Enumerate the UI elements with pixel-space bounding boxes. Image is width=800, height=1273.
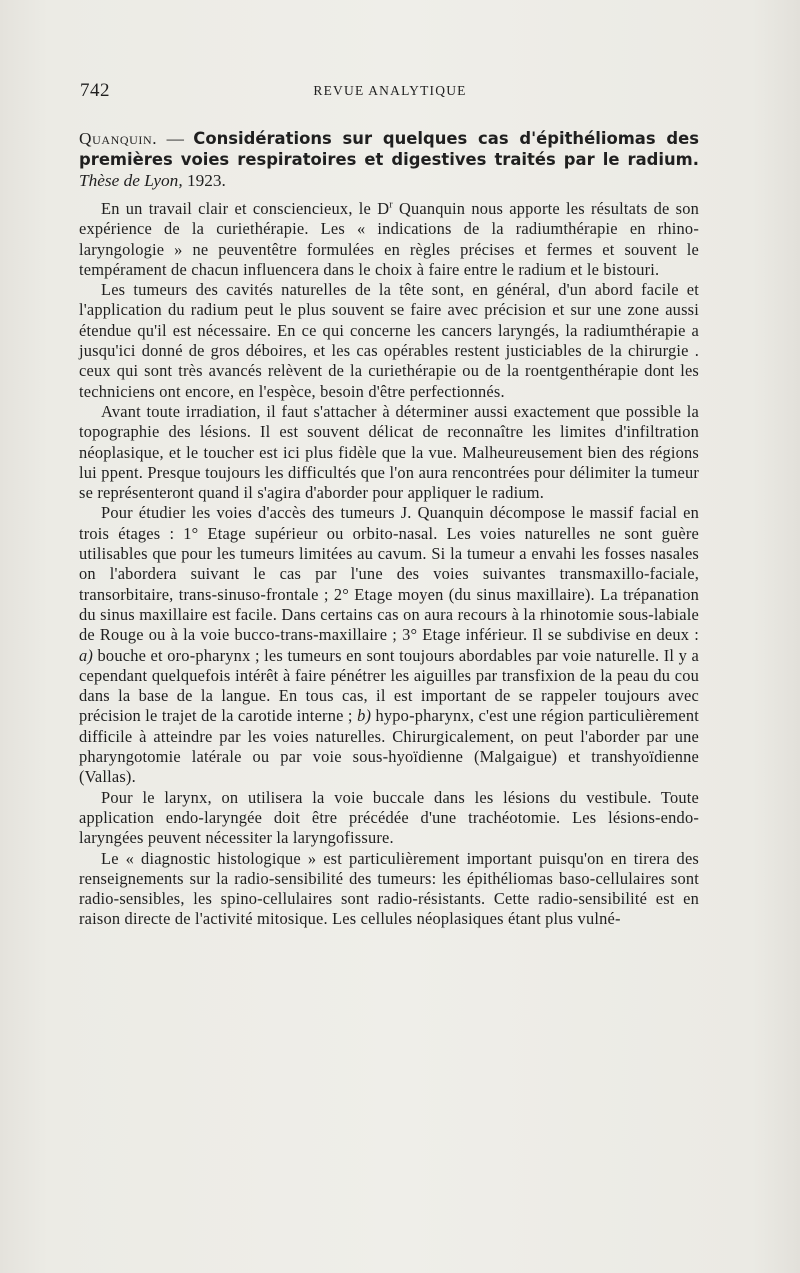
paragraph-6: Le « diagnostic histologique » est particulièrement important puisqu'on en tirera des renseignements sur la radio-sensibilité des tumeurs: les épithéliomas baso-cellulaires sont radio-sensibles, les spino-cellulaires sont radio-résistants. Cette radio-sensibilité est en raison directe de l'activité mitosique. Les cellules néoplasiques étant plus vulné- (79, 848, 699, 929)
source-year: 1923. (182, 171, 226, 190)
source-thesis: Thèse de Lyon, (79, 171, 183, 190)
paragraph-2: Les tumeurs des cavités naturelles de la tête sont, en général, d'un abord facile et l'application du radium peut le plus souvent se faire avec précision et sur une zone aussi étendue qu'il est nécessaire. En ce qui concerne les cancers laryngés, la radiumthérapie a jusqu'ici donné de gros déboires, et les cas opérables restent justiciables de la chirurgie . ceux qui sont très avancés relèvent de la curiethérapie ou de la roentgenthérapie dont les techniciens ont encore, en l'espèce, besoin d'être perfectionnés. (79, 280, 699, 401)
article (79, 128, 699, 930)
article-body (79, 199, 699, 930)
p1-text-b: Quanquin nous apporte les résultats de son expérience de la curiethérapie. Les « indications de la radiumthérapie en rhino-laryngologie » ne peuventêtre formulées en règles précises et fermes et souvent le tempérament de chacun influencera dans le choix à faire entre le radium et le bistouri. (79, 199, 700, 279)
article-title: Considérations sur quelques cas d'épithéliomas des premières voies respiratoires et digestives traités par le radium. (79, 129, 699, 169)
journal-title: REVUE ANALYTIQUE (313, 83, 467, 98)
p4-label-a: a) (79, 645, 94, 665)
p4-label-b: b) (357, 706, 372, 726)
paragraph-1 (79, 199, 699, 280)
paragraph-3: Avant toute irradiation, il faut s'attacher à déterminer aussi exactement que possible la topographie des lésions. Il est souvent délicat de reconnaître les limites d'infiltration néoplasique, et le toucher est ici plus fidèle que la vue. Malheureusement bien des régions lui ppent. Presque toujours les difficultés que l'on aura rencontrées pour délimiter la tumeur se représenteront quand il s'agira d'aborder pour appliquer le radium. (79, 401, 699, 503)
p4-text-c: hypo-pharynx, c'est une région particulièrement difficile à atteindre par les voies naturelles. Chirurgicalement, on peut l'aborder par une pharyngotomie latérale ou par voie sous-hyoïdienne (Malgaigue) et transhyoïdienne (Vallas). (79, 706, 699, 787)
paragraph-5: Pour le larynx, on utilisera la voie buccale dans les lésions du vestibule. Toute application endo-laryngée doit être précédée d'une trachéotomie. Les lésions-endo-laryngées peuvent nécessiter la laryngofissure. (79, 787, 699, 848)
author-name: Quanquin. (79, 129, 158, 148)
p4-text-b: bouche et oro-pharynx ; les tumeurs en sont toujours abordables par voie naturelle. Il y a cependant quelquefois intérêt à faire pénétrer les aiguilles par transfixion de la peau du cou dans la base de la langue. En tous cas, il est important de se rappeler toujours avec précision le trajet de la carotide interne ; (79, 645, 699, 726)
heading-dash: — (157, 129, 194, 148)
running-head (80, 80, 700, 102)
p1-text-a: En un travail clair et consciencieux, le D (101, 199, 390, 218)
p1-superscript: r (389, 199, 393, 211)
p4-text-a: Pour étudier les voies d'accès des tumeurs J. Quanquin décompose le massif facial en trois étages : 1° Etage supérieur ou orbito-nasal. Les voies naturelles ne sont guère utilisables que pour les tumeurs limitées au cavum. Si la tumeur a envahi les fosses nasales on l'abordera suivant le cas par l'une des voies suivantes transmaxillo-faciale, transorbitaire, trans-sinuso-frontale ; 2° Etage moyen (du sinus maxillaire). La trépanation du sinus maxillaire est facile. Dans certains cas on aura recours à la rhinotomie sous-labiale de Rouge ou à la voie bucco-trans-maxillaire ; 3° Etage inférieur. Il se subdivise en deux : (79, 503, 699, 645)
page-number: 742 (80, 80, 110, 101)
entry-heading (79, 128, 699, 191)
paragraph-4 (79, 503, 699, 787)
